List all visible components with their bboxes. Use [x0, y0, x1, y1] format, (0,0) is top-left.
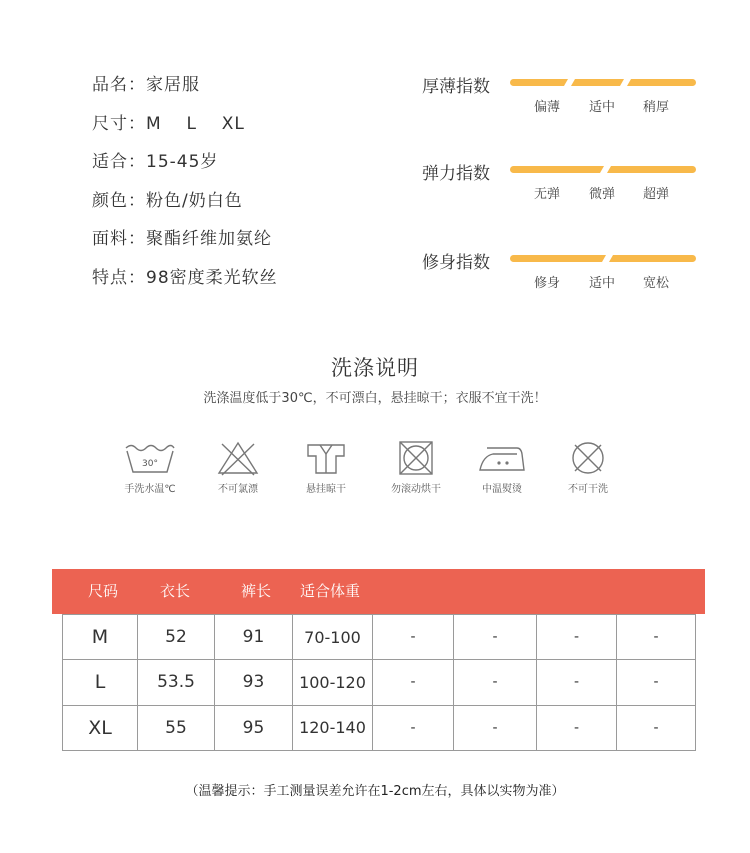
measurement-tip: （温馨提示：手工测量误差允许在1-2cm左右，具体以实物为准） — [185, 784, 565, 799]
table-row — [63, 660, 696, 705]
info-row-color — [92, 186, 278, 225]
table-cell: 53.5 — [138, 660, 215, 705]
no-tumble-dry-item — [371, 440, 461, 495]
table-cell: 100-120 — [293, 660, 373, 705]
icon-caption: 不可氯漂 — [218, 484, 258, 495]
table-cell: XL — [63, 705, 138, 750]
index-bar — [510, 255, 696, 262]
index-level: 稍厚 — [642, 100, 670, 115]
info-label: 面料： — [92, 229, 146, 250]
table-cell: - — [617, 660, 696, 705]
table-cell: - — [454, 705, 537, 750]
index-divider — [601, 253, 614, 264]
table-cell: - — [373, 615, 454, 660]
no-tumble-dry-icon — [394, 440, 438, 476]
table-cell: - — [373, 705, 454, 750]
hang-dry-item — [281, 440, 371, 495]
index-title: 厚薄指数 — [422, 77, 490, 97]
info-row-size — [92, 109, 278, 148]
index-title: 修身指数 — [422, 253, 490, 273]
medium-iron-icon — [477, 440, 527, 476]
table-cell: - — [537, 615, 617, 660]
info-row-name — [92, 70, 278, 109]
info-value: 家居服 — [146, 75, 200, 95]
table-cell: - — [454, 660, 537, 705]
info-label: 适合： — [92, 152, 146, 173]
header-pants-length: 裤长 — [241, 582, 272, 600]
product-info — [92, 70, 278, 302]
icon-caption: 中温熨烫 — [482, 484, 522, 495]
info-label: 颜色： — [92, 190, 146, 211]
table-cell: - — [617, 705, 696, 750]
info-label: 尺寸： — [92, 113, 146, 134]
header-top-length: 衣长 — [160, 582, 191, 600]
info-row-feature — [92, 263, 278, 302]
size-table-header — [52, 569, 705, 614]
index-divider — [563, 77, 576, 88]
hand-wash-icon — [123, 440, 177, 476]
info-label: 特点： — [92, 267, 146, 288]
header-size: 尺码 — [88, 582, 119, 600]
table-cell: 55 — [138, 705, 215, 750]
no-dry-clean-item — [543, 440, 633, 495]
index-level: 偏薄 — [533, 100, 561, 115]
index-level: 适中 — [588, 100, 616, 115]
info-value: 98密度柔光软丝 — [146, 267, 278, 288]
table-cell: L — [63, 660, 138, 705]
index-bar — [510, 166, 696, 173]
table-row — [63, 705, 696, 750]
info-value: 15-45岁 — [146, 152, 219, 173]
thickness-index — [422, 72, 712, 132]
info-value: 粉色/奶白色 — [146, 190, 243, 211]
icon-caption: 勿滚动烘干 — [391, 484, 441, 495]
hand-wash-item — [105, 440, 195, 495]
icon-caption: 手洗水温℃ — [124, 484, 176, 495]
index-level: 修身 — [533, 276, 561, 291]
index-level: 无弹 — [533, 187, 561, 202]
info-row-fabric — [92, 224, 278, 263]
elasticity-index — [422, 159, 712, 219]
size-table — [62, 614, 696, 751]
table-cell: - — [537, 705, 617, 750]
wash-subtitle: 洗涤温度低于30℃，不可漂白，悬挂晾干；衣服不宜干洗！ — [203, 391, 547, 406]
table-cell: 52 — [138, 615, 215, 660]
header-weight: 适合体重 — [300, 582, 361, 600]
icon-caption: 悬挂晾干 — [306, 484, 346, 495]
wash-title: 洗涤说明 — [331, 356, 419, 380]
medium-iron-item — [457, 440, 547, 495]
table-cell: 91 — [215, 615, 293, 660]
table-cell: 120-140 — [293, 705, 373, 750]
index-divider — [599, 164, 612, 175]
fit-index — [422, 248, 712, 308]
hang-dry-icon — [304, 440, 348, 476]
table-cell: 93 — [215, 660, 293, 705]
index-level: 微弹 — [588, 187, 616, 202]
icon-caption: 不可干洗 — [568, 484, 608, 495]
info-label: 品名： — [92, 75, 146, 95]
no-bleach-item — [193, 440, 283, 495]
index-divider — [619, 77, 632, 88]
table-cell: - — [537, 660, 617, 705]
table-cell: - — [373, 660, 454, 705]
table-cell: - — [617, 615, 696, 660]
table-cell: M — [63, 615, 138, 660]
table-row — [63, 615, 696, 660]
table-cell: - — [454, 615, 537, 660]
index-bar — [510, 79, 696, 86]
info-value: M L XL — [146, 113, 245, 134]
info-row-age — [92, 147, 278, 186]
table-cell: 70-100 — [293, 615, 373, 660]
index-level: 宽松 — [642, 276, 670, 291]
no-dry-clean-icon — [566, 440, 610, 476]
table-cell: 95 — [215, 705, 293, 750]
temperature-label: 30° — [142, 459, 158, 469]
index-level: 超弹 — [642, 187, 670, 202]
index-title: 弹力指数 — [422, 164, 490, 184]
index-level: 适中 — [588, 276, 616, 291]
info-value: 聚酯纤维加氨纶 — [146, 229, 272, 250]
no-bleach-icon — [216, 440, 260, 476]
